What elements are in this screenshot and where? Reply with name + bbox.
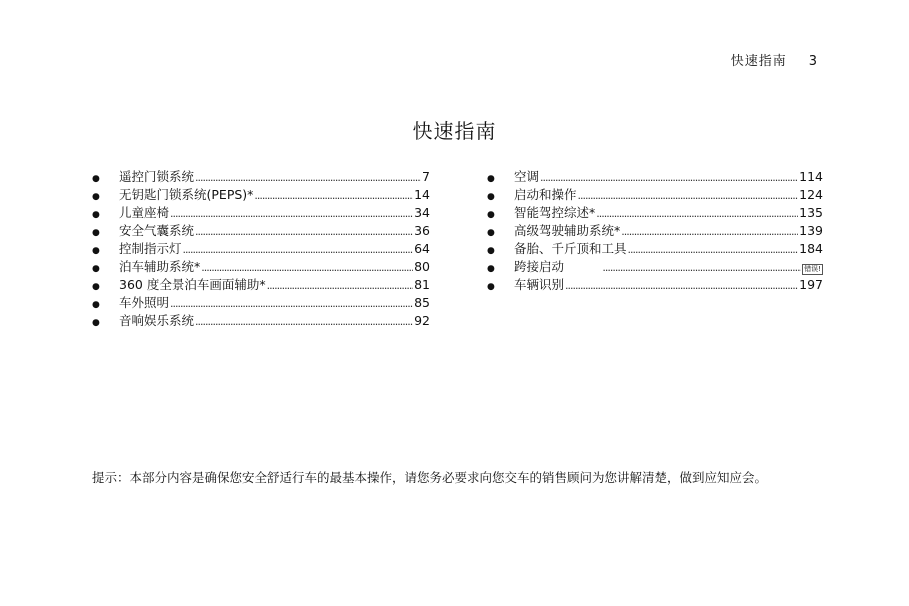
bullet-icon: ● (92, 300, 100, 310)
toc-entry-label: 遥控门锁系统 (119, 169, 195, 184)
toc-entry[interactable] (487, 221, 823, 239)
toc-entry[interactable] (487, 275, 823, 293)
bullet-icon: ● (92, 282, 100, 292)
toc-entry-label: 空调 (514, 169, 540, 184)
bullet-icon: ● (92, 192, 100, 202)
bullet-icon: ● (92, 264, 100, 274)
dot-leader (170, 207, 413, 220)
toc-entry-page: 124 (799, 187, 823, 202)
bullet-icon: ● (487, 174, 495, 184)
toc-entry[interactable] (92, 311, 430, 329)
toc-entry[interactable] (92, 239, 430, 257)
toc-entry[interactable] (92, 185, 430, 203)
toc-entry-label: 360 度全景泊车画面辅助* (119, 277, 266, 292)
toc-entry-label: 智能驾控综述* (514, 205, 596, 220)
bullet-icon: ● (92, 246, 100, 256)
toc-entry[interactable] (92, 257, 430, 275)
toc-entry[interactable] (487, 257, 823, 275)
toc-right-column (487, 167, 823, 293)
toc-entry-page: 92 (414, 313, 430, 328)
toc-entry-label: 跨接启动 (514, 259, 565, 274)
toc-entry-page: 64 (414, 241, 430, 256)
running-header (731, 50, 818, 69)
toc-entry-label: 控制指示灯 (119, 241, 182, 256)
toc-entry-label: 启动和操作 (514, 187, 577, 202)
page-title: 快速指南 (412, 119, 497, 143)
header-page-number: 3 (808, 54, 818, 69)
dot-leader (195, 315, 413, 328)
toc-entry-page: 184 (799, 241, 823, 256)
toc-entry-page: 14 (414, 187, 430, 202)
toc-entry-page: 114 (799, 169, 823, 184)
bullet-icon: ● (487, 210, 495, 220)
dot-leader (201, 261, 413, 274)
toc-left-column (92, 167, 430, 329)
toc-entry-page: 135 (799, 205, 823, 220)
toc-entry[interactable] (487, 203, 823, 221)
toc-entry-page: 34 (414, 205, 430, 220)
dot-leader (578, 189, 799, 202)
toc-entry-label: 无钥匙门锁系统(PEPS)* (119, 187, 254, 202)
bullet-icon: ● (92, 174, 100, 184)
bullet-icon: ● (487, 228, 495, 238)
toc-entry-label: 音响娱乐系统 (119, 313, 195, 328)
toc-entry-label: 车外照明 (119, 295, 170, 310)
toc-entry[interactable] (487, 167, 823, 185)
dot-leader (170, 297, 413, 310)
toc-entry-page: 36 (414, 223, 430, 238)
toc-entry[interactable] (92, 167, 430, 185)
dot-leader (596, 207, 798, 220)
bullet-icon: ● (92, 228, 100, 238)
bullet-icon: ● (487, 192, 495, 202)
toc-entry-page-error: 错误! (804, 265, 821, 273)
toc-entry[interactable] (92, 275, 430, 293)
dot-leader (195, 225, 413, 238)
toc-entry-page: 7 (422, 169, 430, 184)
toc-entry-page: 80 (414, 259, 430, 274)
dot-leader (628, 243, 799, 256)
dot-leader (195, 171, 421, 184)
toc-entry-label: 安全气囊系统 (119, 223, 195, 238)
bullet-icon: ● (487, 246, 495, 256)
toc-entry-label: 泊车辅助系统* (119, 259, 201, 274)
tip-note: 提示：本部分内容是确保您安全舒适行车的最基本操作，请您务必要求向您交车的销售顾问为您讲解清楚，做到应知应会。 (92, 470, 768, 485)
dot-leader (254, 189, 413, 202)
toc-entry[interactable] (92, 203, 430, 221)
toc-entry[interactable] (92, 221, 430, 239)
dot-leader (602, 261, 801, 274)
bullet-icon: ● (487, 282, 495, 292)
bullet-icon: ● (92, 210, 100, 220)
toc-entry[interactable] (487, 239, 823, 257)
bullet-icon: ● (487, 264, 495, 274)
bullet-icon: ● (92, 318, 100, 328)
dot-leader (267, 279, 414, 292)
toc-entry-label: 备胎、千斤顶和工具 (514, 241, 627, 256)
dot-leader (621, 225, 798, 238)
toc-entry-label: 儿童座椅 (119, 205, 170, 220)
toc-entry-label: 高级驾驶辅助系统* (514, 223, 621, 238)
toc-entry-page: 85 (414, 295, 430, 310)
toc-entry-page: 81 (414, 277, 430, 292)
toc-entry[interactable] (487, 185, 823, 203)
toc-entry-page: 139 (799, 223, 823, 238)
dot-leader (183, 243, 414, 256)
toc-entry-label: 车辆识别 (514, 277, 565, 292)
dot-leader (565, 279, 798, 292)
dot-leader (540, 171, 798, 184)
header-section-title: 快速指南 (730, 54, 787, 69)
toc-entry[interactable] (92, 293, 430, 311)
toc-entry-page: 197 (799, 277, 823, 292)
